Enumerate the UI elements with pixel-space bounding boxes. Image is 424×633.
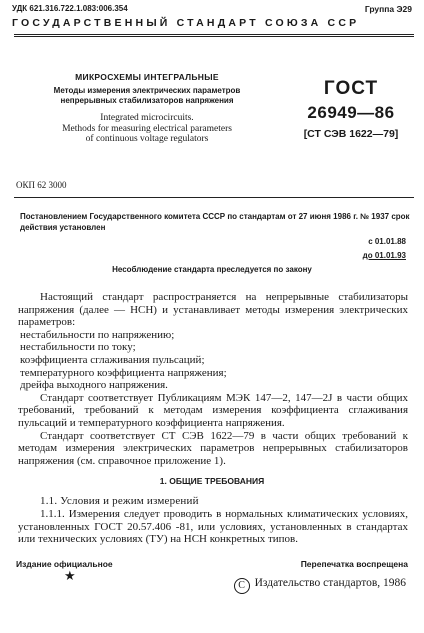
english-title-line-1: Integrated microcircuits. (100, 113, 194, 123)
russian-subtitle (16, 86, 278, 106)
okp-code: ОКП 62 3000 (16, 180, 67, 190)
copyright-icon: C (234, 578, 250, 594)
validity-from: с 01.01.88 (368, 237, 406, 246)
title-block (16, 72, 278, 145)
sev-paragraph: Стандарт соответствует СТ СЭВ 1622—79 в части общих требований к методам измерения электрических параметров непрерывных стабилизаторов напряжения (см. справочное приложение 1). (18, 429, 408, 467)
section-title: 1. ОБЩИЕ ТРЕБОВАНИЯ (159, 476, 265, 486)
title-rule-top (14, 34, 414, 35)
param-item: дрейфа выходного напряжения. (20, 379, 168, 392)
sev-reference: [СТ СЭВ 1622—79] (303, 128, 399, 140)
product-name: МИКРОСХЕМЫ ИНТЕГРАЛЬНЫЕ (75, 72, 219, 82)
violation-notice: Несоблюдение стандарта преследуется по закону (112, 265, 312, 274)
english-title-line-3: of continuous voltage regulators (85, 134, 209, 144)
clause-text (18, 508, 408, 546)
udk-code: УДК 621.316.722.1.083:006.354 (12, 4, 128, 13)
gost-label: ГОСТ (323, 78, 379, 99)
official-edition: Издание официальное (16, 559, 113, 569)
copyright-text: Издательство стандартов, 1986 (254, 577, 406, 589)
reprint-notice: Перепечатка воспрещена (300, 559, 408, 569)
param-item: коэффициента сглаживания пульсаций; (20, 353, 205, 366)
decree-text: Постановлением Государственного комитета СССР по стандартам от 27 июня 1986 г. № 1937 срок действия установлен (20, 212, 410, 232)
russian-subtitle-line-1: Методы измерения электрических параметров (53, 86, 241, 95)
mek-paragraph: Стандарт соответствует Публикациям МЭК 147—2, 147—2J в части общих требований, требований к методам измерения коэффициента сглаживания пульсаций и температурного коэффициента напряжения. (18, 391, 408, 429)
star-icon: ★ (64, 568, 76, 583)
param-item: температурного коэффициента напряжения; (20, 366, 227, 379)
title-rule-bottom (14, 36, 414, 37)
intro-paragraph: Настоящий стандарт распространяется на непрерывные стабилизаторы напряжения (далее — НСН) и устанавливает методы измерения электрических параметров: (18, 291, 408, 329)
subsection-heading: 1.1. Условия и режим измерений (40, 495, 199, 507)
standard-title: ГОСУДАРСТВЕННЫЙ СТАНДАРТ СОЮЗА ССР (12, 17, 360, 29)
body-text (18, 291, 408, 467)
clause-paragraph: 1.1.1. Измерения следует проводить в нормальных климатических условиях, установленных ГОСТ 20.57.406 -81, или условиях, установленных в стандартах или технических условиях (ТУ) на НСН конкретных типов. (18, 508, 408, 546)
english-title (16, 113, 278, 145)
copyright (234, 577, 406, 594)
gost-block (286, 78, 416, 140)
english-title-line-2: Methods for measuring electrical parameters (62, 123, 232, 134)
gost-number: 26949—86 (307, 103, 395, 122)
group-code: Группа Э29 (364, 4, 412, 14)
russian-subtitle-line-2: непрерывных стабилизаторов напряжения (60, 96, 234, 105)
param-item: нестабильности по току; (20, 341, 136, 354)
okp-rule (14, 197, 414, 198)
param-item: нестабильности по напряжению; (20, 328, 175, 341)
validity-to: до 01.01.93 (362, 251, 406, 260)
